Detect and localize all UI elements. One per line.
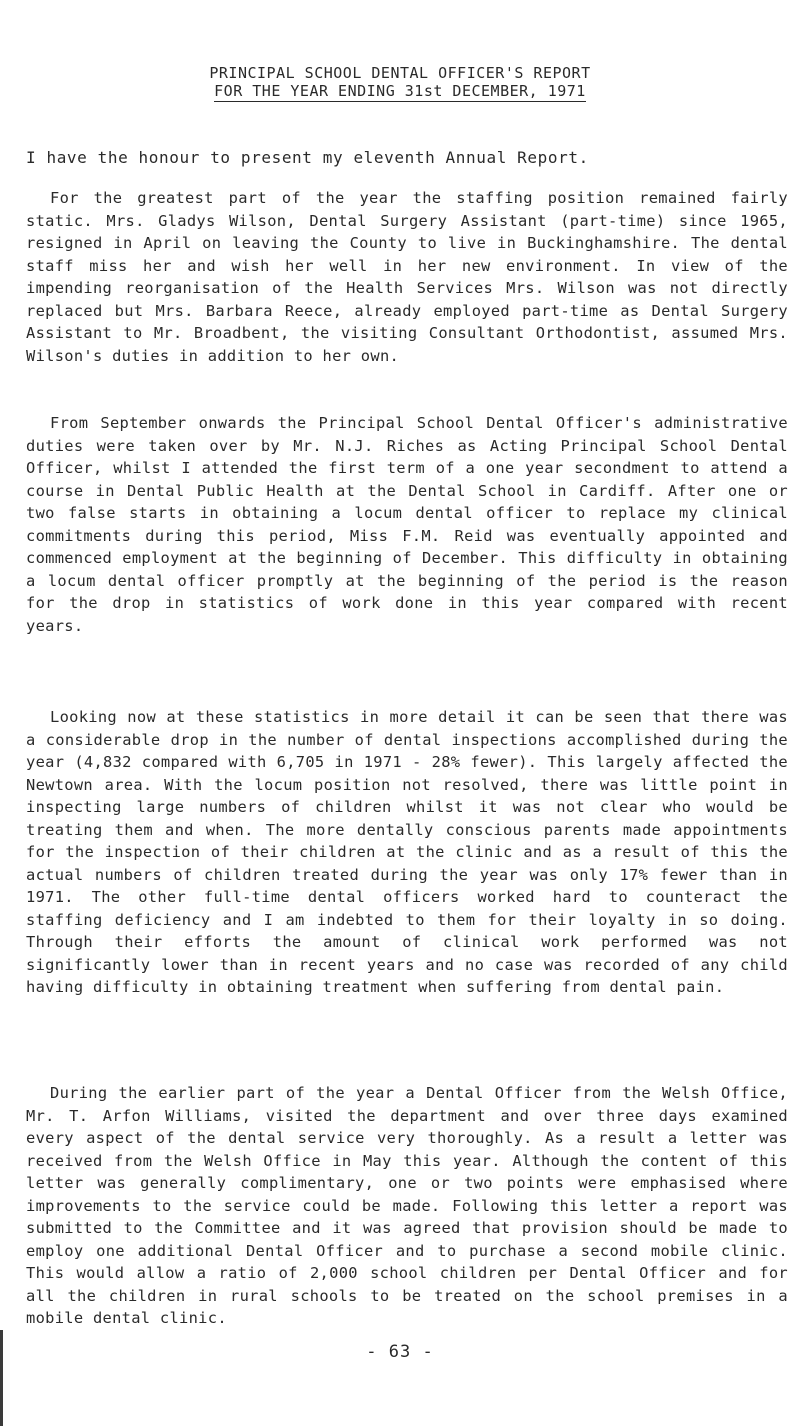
intro-sentence: I have the honour to present my eleventh Annual Report. — [26, 148, 589, 167]
report-heading — [0, 64, 800, 102]
paragraph-administration: From September onwards the Principal School Dental Officer's administrative duties were taken over by Mr. N.J. Riches as Acting Principal School Dental Officer, whilst I attended the first term of a one year secondment to attend a course in Dental Public Health at the Dental School in Cardiff. After one or two false starts in obtaining a locum dental officer to replace my clinical commitments during this period, Miss F.M. Reid was eventually appointed and commenced employment at the beginning of December. This difficulty in obtaining a locum dental officer promptly at the beginning of the period is the reason for the drop in statistics of work done in this year compared with recent years. — [26, 414, 788, 635]
paragraph-welsh-office: During the earlier part of the year a Dental Officer from the Welsh Office, Mr. T. Arfon Williams, visited the department and over three days examined every aspect of the dental service very thoroughly. As a result a letter was received from the Welsh Office in May this year. Although the content of this letter was generally complimentary, one or two points were emphasised where improvements to the service could be made. Following this letter a report was submitted to the Committee and it was agreed that provision should be made to employ one additional Dental Officer and to purchase a second mobile clinic. This would allow a ratio of 2,000 school children per Dental Officer and for all the children in rural schools to be treated on the school premises in a mobile dental clinic. — [26, 1084, 788, 1327]
report-subtitle: FOR THE YEAR ENDING 31st DECEMBER, 1971 — [214, 82, 586, 100]
paragraph-staffing: For the greatest part of the year the staffing position remained fairly static. Mrs. Gladys Wilson, Dental Surgery Assistant (part-time) since 1965, resigned in April on leaving the County to live in Buckinghamshire. The dental staff miss her and wish her well in her new environment. In view of the impending reorganisation of the Health Services Mrs. Wilson was not directly replaced but Mrs. Barbara Reece, already employed part-time as Dental Surgery Assistant to Mr. Broadbent, the visiting Consultant Orthodontist, assumed Mrs. Wilson's duties in addition to her own. — [26, 189, 788, 365]
report-title: PRINCIPAL SCHOOL DENTAL OFFICER'S REPORT — [209, 64, 591, 82]
page-number: - 63 - — [366, 1342, 434, 1362]
paragraph-statistics: Looking now at these statistics in more detail it can be seen that there was a considerable drop in the number of dental inspections accomplished during the year (4,832 compared with 6,705 in 1971 - 28% fewer). This largely affected the Newtown area. With the locum position not resolved, there was little point in inspecting large numbers of children whilst it was not clear who would be treating them and when. The more dentally conscious parents made appointments for the inspection of their children at the clinic and as a result of this the actual numbers of children treated during the year was only 17% fewer than in 1971. The other full-time dental officers worked hard to counteract the staffing deficiency and I am indebted to them for their loyalty in so doing. Through their efforts the amount of clinical work performed was not significantly lower than in recent years and no case was recorded of any child having difficulty in obtaining treatment when suffering from dental pain. — [26, 708, 788, 996]
